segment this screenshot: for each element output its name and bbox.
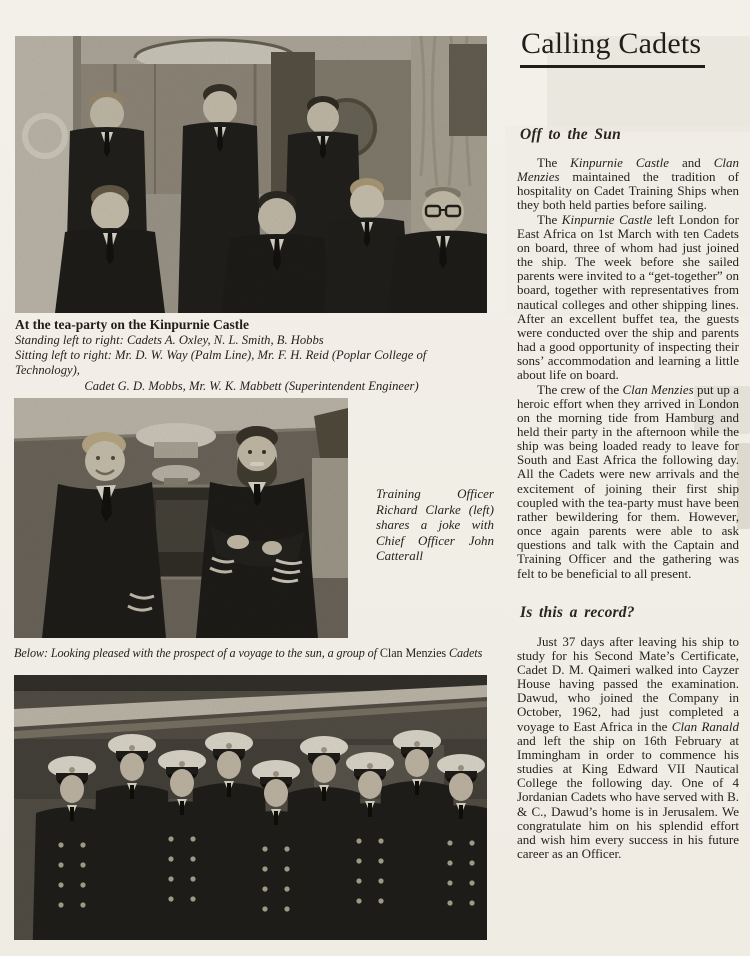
photo1-caption [15,317,488,394]
article-paragraph: The Kinpurnie Castle left London for East Africa on 1st March with ten Cadets on board, three of whom had just joined the ship. The week before she sailed parents were invited to a “get-together” on board, together with representatives from nautical colleges and other shipping lines. After an excellent buffet tea, the guests were conducted over the ship and parents had a good opportunity of inspecting their sons’ accommodation and learning a little about life on board. [517,211,739,383]
article-paragraph: The Kinpurnie Castle and Clan Menzies maintained the tradition of hospitality on Cadet Training Ships when they both held parties before sailing. [517,155,739,213]
photo1-caption-line: Sitting left to right: Mr. D. W. Way (Palm Line), Mr. F. H. Reid (Poplar College of Technology), [15,348,427,378]
article-body [517,126,739,861]
photo-cadets-illustration [14,675,487,940]
photo-clan-menzies-cadets [14,675,487,940]
photo1-caption-line: Cadet G. D. Mobbs, Mr. W. K. Mabbett (Superintendent Engineer) [84,378,419,393]
photo-officers-illustration [14,398,348,638]
article-paragraph: The crew of the Clan Menzies put up a heroic effort when they arrived in London on the morning tide from Hamburg and held their party in the afternoon while the ship was being loaded ready to leave for South and East Africa the following day. All the Cadets were new arrivals and the excitement of joining their first ship coupled with the tea-party must have been rather bewildering for them. However, once again parents were able to ask questions and talk with the Captain and Training Officer and the gathering was felt to be beneficial to all present. [517,381,739,581]
section-heading-is-this-a-record: Is this a record? [520,603,635,621]
photo3-caption: Below: Looking pleased with the prospect of a voyage to the sun, a group of Clan Menzies Cadets [14,646,483,660]
photo-tea-party-kinpurnie-castle [15,36,487,313]
photo-officers-joke [14,398,348,638]
photo2-caption: Training Officer Richard Clarke (left) shares a joke with Chief Officer John Catterall [376,486,494,564]
photo1-caption-line: Standing left to right: Cadets A. Oxley, N. L. Smith, B. Hobbs [15,333,324,347]
photo-tea-party-illustration [15,36,487,313]
page-title: Calling Cadets [520,27,705,68]
article-paragraph: Just 37 days after leaving his ship to study for his Second Mate’s Certificate, Cadet D. M. Qaimeri walked into Cayzer House having passed the examination. Dawud, who joined the Company in October, 1962, had just completed a voyage to East Africa in the Clan Ranald and left the ship on 16th February at Immingham in order to commence his studies at King Edward VII Nautical College the following day. One of 4 Jordanian Cadets who have served with B. & C., Dawud’s home is in Jerusalem. We congratulate him on his splendid effort and wish him every success in his future career as an Officer. [517,633,739,862]
section-heading-off-to-the-sun: Off to the Sun [520,126,621,143]
photo1-caption-heading: At the tea-party on the Kinpurnie Castle [15,317,249,332]
